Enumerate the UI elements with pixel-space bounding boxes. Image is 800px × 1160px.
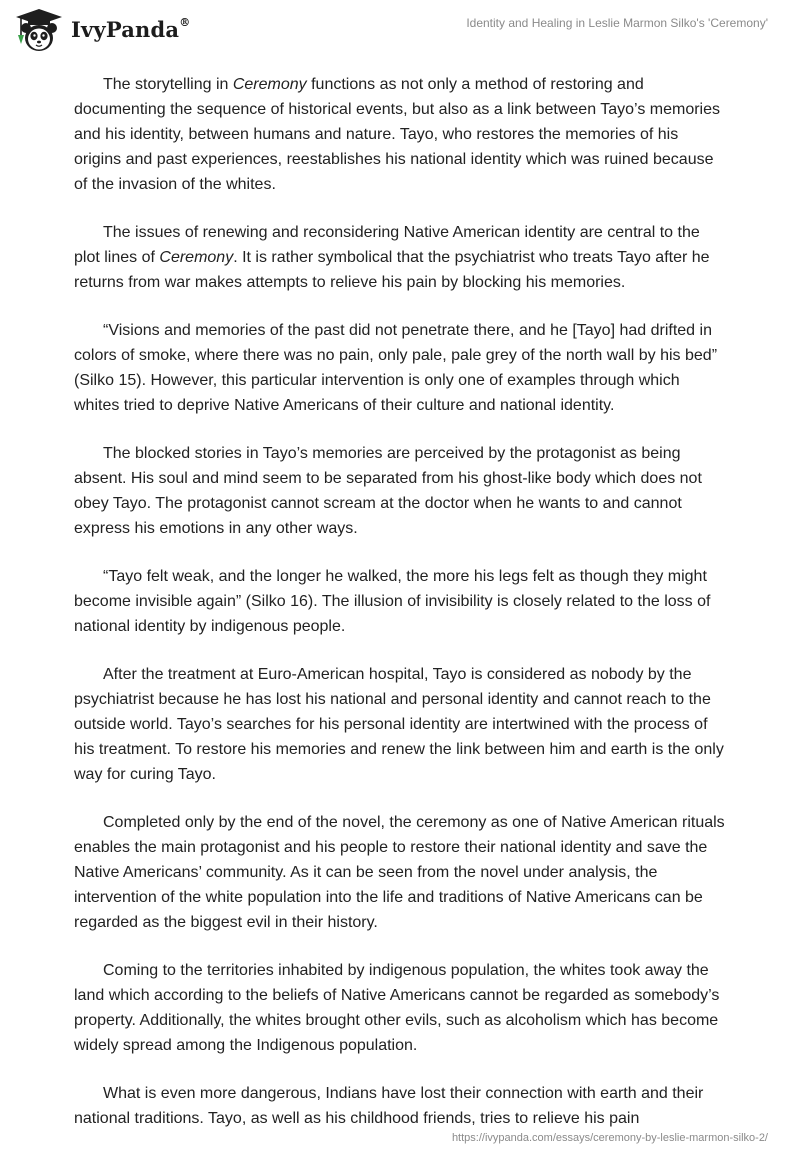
paragraph: “Tayo felt weak, and the longer he walked, the more his legs felt as though they might become invisible again” (Silko 16). The illusion of invisibility is closely related to the loss of national identity by indigenous people. <box>74 568 711 635</box>
paragraph: Completed only by the end of the novel, the ceremony as one of Native American rituals enables the main protagonist and his people to restore their national identity and save the Native Americans’ community. As it can be seen from the novel under analysis, the intervention of the white population into the life and traditions of Native Americans can be regarded as the biggest evil in their history. <box>74 814 725 931</box>
paragraph: After the treatment at Euro-American hospital, Tayo is considered as nobody by the psychiatrist because he has lost his national and personal identity and cannot reach to the outside world. Tayo’s searches for his personal identity are intertwined with the process of his treatment. To restore his memories and renew the link between him and earth is the only way for curing Tayo. <box>74 666 724 783</box>
paragraph: What is even more dangerous, Indians have lost their connection with earth and their national traditions. Tayo, as well as his childhood friends, tries to relieve his pain <box>74 1085 704 1127</box>
paragraph: Coming to the territories inhabited by indigenous population, the whites took away the land which according to the beliefs of Native Americans cannot be regarded as somebody’s property. Additionally, the whites brought other evils, such as alcoholism which has become widely spread among the Indigenous population. <box>74 962 720 1054</box>
page-header <box>0 0 800 70</box>
paragraph: The issues of renewing and reconsidering Native American identity are central to the plot lines of Ceremony. It is rather symbolical that the psychiatrist who treats Tayo after he returns from war makes attempts to relieve his pain by blocking his memories. <box>74 224 710 291</box>
panda-graduate-icon <box>13 8 65 54</box>
source-url[interactable]: https://ivypanda.com/essays/ceremony-by-leslie-marmon-silko-2/ <box>451 1132 768 1144</box>
brand-name: IvyPanda® <box>71 15 191 42</box>
paragraph: “Visions and memories of the past did not penetrate there, and he [Tayo] had drifted in colors of smoke, where there was no pain, only pale, pale grey of the north wall by his bed” (Silko 15). However, this particular intervention is only one of examples through which whites tried to deprive Native Americans of their culture and national identity. <box>74 322 718 414</box>
paragraph: The storytelling in Ceremony functions as not only a method of restoring and documenting the sequence of historical events, but also as a link between Tayo’s memories and his identity, between humans and nature. Tayo, who restores the memories of his origins and past experiences, reestablishes his national identity which was ruined because of the invasion of the whites. <box>74 76 720 193</box>
brand-logo[interactable] <box>13 8 190 54</box>
registered-mark: ® <box>179 15 191 29</box>
document-title: Identity and Healing in Leslie Marmon Silko's 'Ceremony' <box>466 16 768 30</box>
paragraph: The blocked stories in Tayo’s memories are perceived by the protagonist as being absent. His soul and mind seem to be separated from his ghost-like body which does not obey Tayo. The protagonist cannot scream at the doctor when he wants to and cannot express his emotions in any other ways. <box>74 445 702 537</box>
essay-body <box>74 72 726 1154</box>
